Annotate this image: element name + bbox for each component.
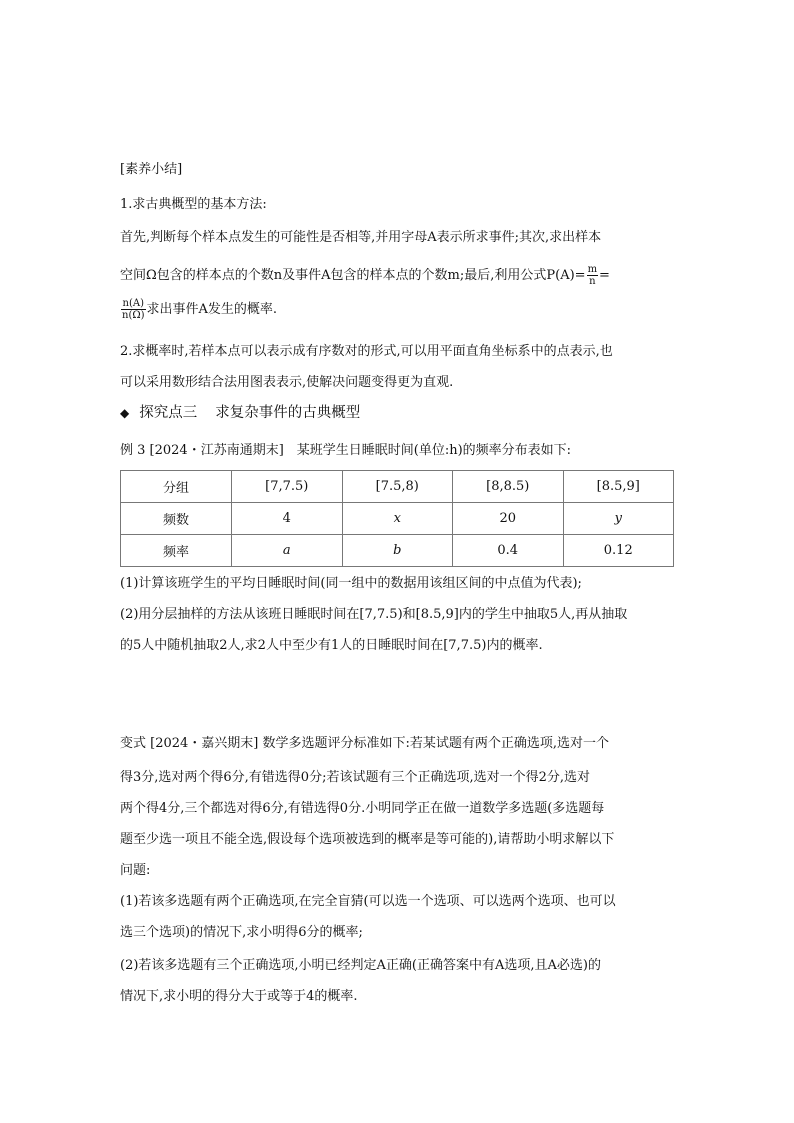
diamond-bullet-icon: ◆ [120, 406, 130, 420]
table-cell: 频率 [121, 535, 232, 567]
variant-question-2-line-2: 情况下,求小明的得分大于或等于4的概率. [120, 989, 358, 1004]
fraction-denominator: n(Ω) [122, 310, 145, 321]
example-question-2-line-1: (2)用分层抽样的方法从该班日睡眠时间在[7,7.5)和[8.5,9]内的学生中抽取5人,再从抽取 [120, 607, 628, 622]
table-cell: 20 [453, 503, 564, 535]
summary-point-2-line-2: 可以采用数形结合法用图表表示,使解决问题变得更为直观. [120, 375, 454, 390]
summary-point-1-line-1: 首先,判断每个样本点发生的可能性是否相等,并用字母A表示所求事件;其次,求出样本 [120, 230, 602, 245]
table-cell: x [342, 503, 453, 535]
table-cell: 频数 [121, 503, 232, 535]
variant-line-1: 变式 [2024・嘉兴期末] 数学多选题评分标准如下:若某试题有两个正确选项,选对一个 [120, 736, 610, 751]
table-cell: 0.4 [453, 535, 564, 567]
section-heading [120, 405, 360, 421]
variant-question-2-line-1: (2)若该多选题有三个正确选项,小明已经判定A正确(正确答案中有A选项,且A必选)的 [120, 958, 601, 973]
fraction-numerator: n(A) [122, 298, 144, 309]
table-row [121, 471, 674, 503]
formula-lhs: P(A)= [546, 268, 586, 283]
fraction-nA-over-nOmega [121, 298, 146, 321]
variant-question-1-line-1: (1)若该多选题有两个正确选项,在完全盲猜(可以选一个选项、可以选两个选项、也可以 [120, 894, 616, 909]
table-cell: a [232, 535, 343, 567]
variant-line-4: 题至少选一项且不能全选,假设每个选项被选到的概率是等可能的),请帮助小明求解以下 [120, 832, 615, 847]
table-cell: 0.12 [563, 535, 674, 567]
variant-question-1-line-2: 选三个选项)的情况下,求小明得6分的概率; [120, 925, 363, 940]
summary-point-1-line-3 [120, 298, 277, 321]
table-cell: [7.5,8) [342, 471, 453, 503]
variant-line-3: 两个得4分,三个都选对得6分,有错选得0分.小明同学正在做一道数学多选题(多选题每 [120, 801, 605, 816]
example-intro: 例 3 [2024・江苏南通期末] 某班学生日睡眠时间(单位:h)的频率分布表如下: [120, 443, 572, 458]
example-question-2-line-2: 的5人中随机抽取2人,求2人中至少有1人的日睡眠时间在[7,7.5)内的概率. [120, 638, 543, 653]
table-row [121, 535, 674, 567]
table-cell: b [342, 535, 453, 567]
summary-point-2-line-1: 2.求概率时,若样本点可以表示成有序数对的形式,可以用平面直角坐标系中的点表示,也 [120, 344, 613, 359]
summary-title: [素养小结] [120, 162, 183, 177]
fraction-denominator: n [589, 276, 596, 287]
fraction-numerator: m [587, 264, 598, 275]
example-question-1: (1)计算该班学生的平均日睡眠时间(同一组中的数据用该组区间的中点值为代表); [120, 576, 582, 591]
frequency-table [120, 470, 674, 567]
variant-line-5: 问题: [120, 863, 151, 878]
section-label: 探究点三 [139, 405, 198, 421]
table-cell: 分组 [121, 471, 232, 503]
table-row [121, 503, 674, 535]
summary-point-1-line-3-text: 求出事件A发生的概率. [146, 302, 278, 317]
table-cell: [8,8.5) [453, 471, 564, 503]
summary-point-1-title: 1.求古典概型的基本方法: [120, 197, 267, 212]
summary-point-1-line-2 [120, 264, 610, 287]
variant-line-2: 得3分,选对两个得6分,有错选得0分;若该试题有三个正确选项,选对一个得2分,选对 [120, 770, 590, 785]
table-cell: y [563, 503, 674, 535]
section-title: 求复杂事件的古典概型 [215, 405, 361, 421]
fraction-m-over-n [587, 264, 598, 287]
table-cell: 4 [232, 503, 343, 535]
table-cell: [8.5,9] [563, 471, 674, 503]
table-cell: [7,7.5) [232, 471, 343, 503]
summary-point-1-line-2-text: 空间Ω包含的样本点的个数n及事件A包含的样本点的个数m;最后,利用公式 [120, 268, 547, 283]
formula-equals: = [599, 268, 610, 283]
